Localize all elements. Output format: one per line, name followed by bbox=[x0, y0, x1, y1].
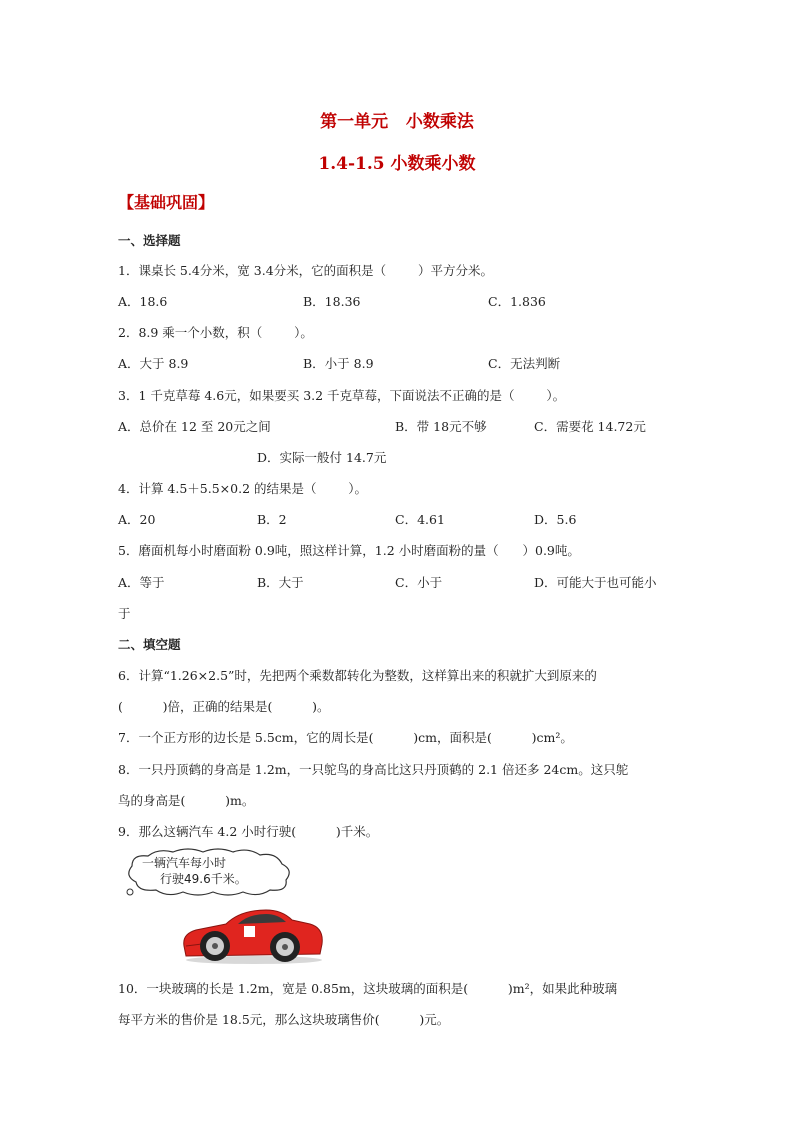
q8-line-2: 鸟的身高是( )m。 bbox=[118, 793, 255, 808]
q2-option-b[interactable]: B．小于 8.9 bbox=[303, 356, 374, 371]
fill-heading: 二、填空题 bbox=[118, 637, 181, 652]
lesson-title: 1.4-1.5 小数乘小数 bbox=[318, 154, 476, 174]
q5-option-d-continued: 于 bbox=[118, 606, 131, 621]
q10-line-2: 每平方米的售价是 18.5元，那么这块玻璃售价( )元。 bbox=[118, 1012, 450, 1027]
q3-option-a[interactable]: A．总价在 12 至 20元之间 bbox=[118, 419, 271, 434]
q3-option-b[interactable]: B．带 18元不够 bbox=[395, 419, 487, 434]
q3-option-d[interactable]: D．实际一般付 14.7元 bbox=[257, 450, 387, 465]
red-car-image bbox=[178, 902, 328, 966]
q10-line-1: 10．一块玻璃的长是 1.2m，宽是 0.85m，这块玻璃的面积是( )m²，如果此种玻璃 bbox=[118, 981, 618, 996]
q9: 9．那么这辆汽车 4.2 小时行驶( )千米。 bbox=[118, 824, 379, 839]
bubble-line-1: 一辆汽车每小时 bbox=[142, 856, 227, 870]
q4-option-d[interactable]: D．5.6 bbox=[534, 512, 577, 527]
section-label: 【基础巩固】 bbox=[118, 193, 215, 212]
q2-stem: 2．8.9 乘一个小数，积（ ）。 bbox=[118, 325, 313, 340]
q4-option-c[interactable]: C．4.61 bbox=[395, 512, 445, 527]
q7: 7．一个正方形的边长是 5.5cm，它的周长是( )cm，面积是( )cm²。 bbox=[118, 730, 573, 745]
q1-option-a[interactable]: A．18.6 bbox=[118, 294, 168, 309]
q6-line-2: ( )倍，正确的结果是( )。 bbox=[118, 699, 330, 714]
bubble-line-2: 行驶49.6千米。 bbox=[160, 872, 247, 886]
q3-option-c[interactable]: C．需要花 14.72元 bbox=[534, 419, 646, 434]
q5-option-a[interactable]: A．等于 bbox=[118, 575, 165, 590]
q4-stem: 4．计算 4.5＋5.5×0.2 的结果是（ ）。 bbox=[118, 481, 368, 496]
unit-title: 第一单元 小数乘法 bbox=[320, 112, 474, 132]
q6-line-1: 6．计算“1.26×2.5”时，先把两个乘数都转化为整数，这样算出来的积就扩大到原来的 bbox=[118, 668, 597, 683]
q3-stem: 3．1 千克草莓 4.6元，如果要买 3.2 千克草莓，下面说法不正确的是（ ）。 bbox=[118, 388, 566, 403]
q5-option-c[interactable]: C．小于 bbox=[395, 575, 443, 590]
choice-heading: 一、选择题 bbox=[118, 233, 181, 248]
q2-option-a[interactable]: A．大于 8.9 bbox=[118, 356, 189, 371]
q5-option-b[interactable]: B．大于 bbox=[257, 575, 304, 590]
q1-stem: 1．课桌长 5.4分米，宽 3.4分米，它的面积是（ ）平方分米。 bbox=[118, 263, 493, 278]
q5-option-d[interactable]: D．可能大于也可能小 bbox=[534, 575, 657, 590]
q8-line-1: 8．一只丹顶鹤的身高是 1.2m，一只鸵鸟的身高比这只丹顶鹤的 2.1 倍还多 24cm。这只鸵 bbox=[118, 762, 629, 777]
q1-option-c[interactable]: C．1.836 bbox=[488, 294, 546, 309]
q2-option-c[interactable]: C．无法判断 bbox=[488, 356, 561, 371]
q1-option-b[interactable]: B．18.36 bbox=[303, 294, 361, 309]
q5-stem: 5．磨面机每小时磨面粉 0.9吨，照这样计算，1.2 小时磨面粉的量（ ）0.9吨。 bbox=[118, 543, 580, 558]
q4-option-a[interactable]: A．20 bbox=[118, 512, 156, 527]
q4-option-b[interactable]: B．2 bbox=[257, 512, 287, 527]
